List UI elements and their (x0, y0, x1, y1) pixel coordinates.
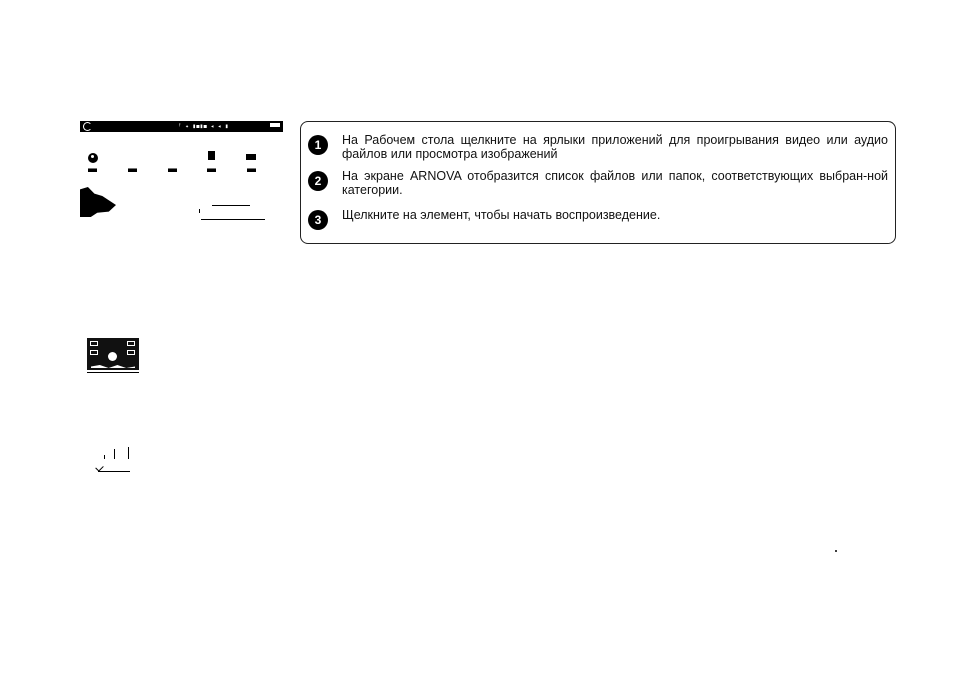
stray-dot (835, 550, 837, 552)
video-frame (87, 338, 139, 370)
waveform-icon (91, 365, 135, 368)
widget-line (212, 205, 250, 206)
control-icon (90, 350, 98, 355)
video-progress-line (87, 372, 139, 373)
app-label-bar (168, 168, 177, 172)
control-icon (127, 341, 135, 346)
control-icon (127, 350, 135, 355)
list-tick (128, 447, 129, 459)
wallpaper-shape (80, 187, 116, 217)
list-base-line (98, 471, 130, 472)
step-text: На Рабочем стола щелкните на ярлыки приложений для проигрывания видео или аудио файлов или просмотра изображений (342, 133, 888, 161)
battery-icon (270, 123, 280, 127)
step-text: На экране ARNOVA отобразится список файлов или папок, соответствующих выбран-ной категории. (342, 169, 888, 197)
app-label-bar (207, 168, 216, 172)
browser-app-icon (88, 153, 98, 163)
video-app-icon (246, 154, 256, 160)
widget-line (201, 219, 265, 220)
widget-line (199, 209, 200, 213)
app-label-bar (128, 168, 137, 172)
instructions-box (300, 121, 896, 244)
control-icon (90, 341, 98, 346)
step-number-badge: 1 (308, 135, 328, 155)
file-list-thumbnail (94, 445, 138, 475)
step-number-badge: 3 (308, 210, 328, 230)
step-number-badge: 2 (308, 171, 328, 191)
step-text: Щелкните на элемент, чтобы начать воспроизведение. (342, 208, 661, 222)
list-tick (104, 455, 105, 459)
music-app-icon (208, 151, 215, 160)
home-icon (83, 122, 92, 131)
list-tick (114, 449, 115, 459)
app-label-bar (247, 168, 256, 172)
app-label-bar (88, 168, 97, 172)
play-icon (108, 352, 117, 361)
desktop-screenshot-thumbnail (80, 121, 283, 227)
status-icons: ᶠ ✦ ▮◼▮◼ ◂ ◂ ▮ (178, 123, 229, 130)
video-player-thumbnail (87, 332, 139, 376)
status-bar (80, 121, 283, 132)
